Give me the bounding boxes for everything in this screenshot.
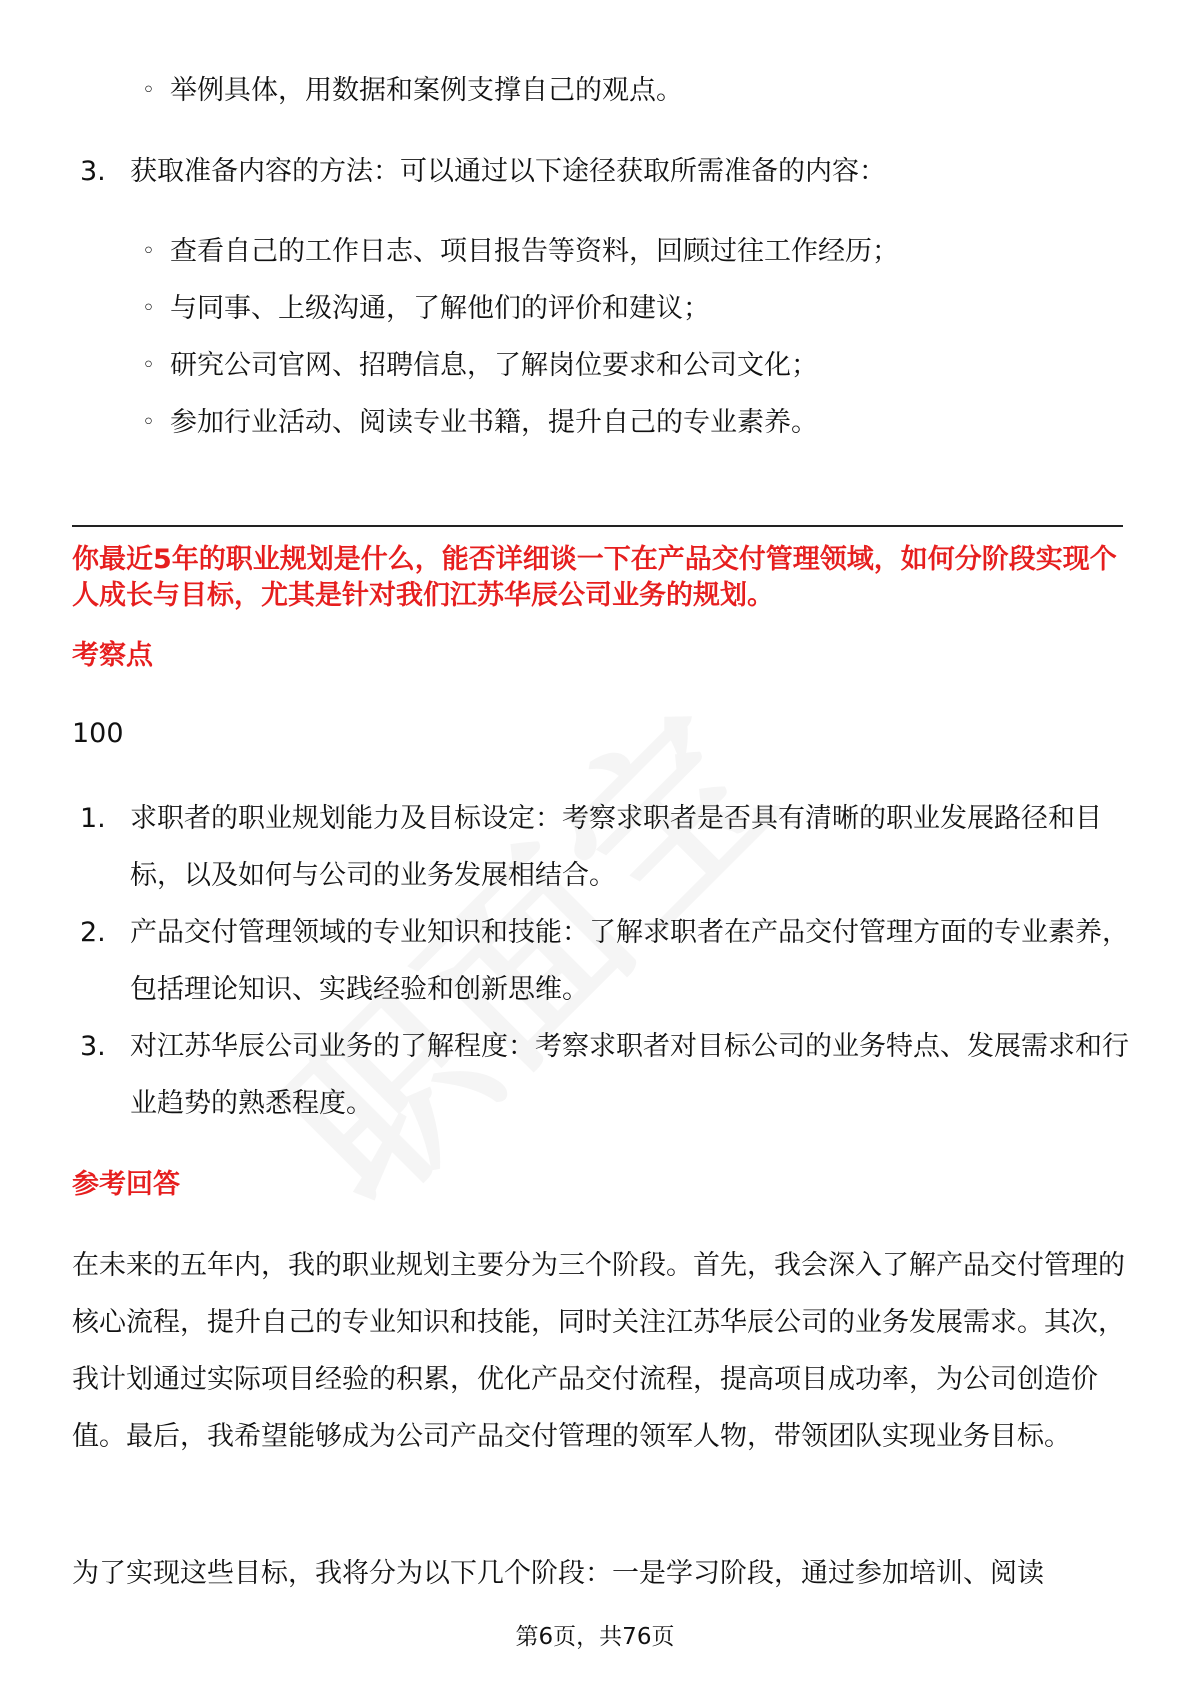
list-item [142,280,899,337]
list-item [142,62,683,119]
section-divider [72,525,1123,527]
list-number: 1. [80,803,106,834]
bullet-icon: ◦ [142,78,155,103]
list-item-text: 研究公司官网、招聘信息，了解岗位要求和公司文化； [170,350,818,381]
bullet-icon: ◦ [142,239,155,264]
bullet-icon: ◦ [142,410,155,435]
list-item [142,337,899,394]
answer-paragraph: 为了实现这些目标，我将分为以下几个阶段：一是学习阶段，通过参加培训、阅读 [72,1558,1044,1589]
question-heading: 你最近5年的职业规划是什么，能否详细谈一下在产品交付管理领域，如何分阶段实现个人成长与目标，尤其是针对我们江苏华辰公司业务的规划。 [72,544,1117,611]
list-number: 2. [80,917,106,948]
exam-points-heading: 考察点 [72,640,153,671]
list-item [80,790,1132,904]
list-item-text: 对江苏华辰公司业务的了解程度：考察求职者对目标公司的业务特点、发展需求和行业趋势的熟悉程度。 [130,1031,1129,1119]
score-value: 100 [72,718,124,749]
bullet-icon: ◦ [142,296,155,321]
list-item [80,904,1132,1018]
list-item [142,223,899,280]
answer-heading: 参考回答 [72,1169,180,1200]
list-number: 3. [80,156,106,187]
list-item [80,1018,1132,1132]
list-item-text: 参加行业活动、阅读专业书籍，提升自己的专业素养。 [170,407,818,438]
list-item-text: 举例具体，用数据和案例支撑自己的观点。 [170,75,683,106]
method-item [80,143,1180,200]
top-sub-list [142,62,683,119]
list-item-text: 与同事、上级沟通，了解他们的评价和建议； [170,293,710,324]
list-item-text: 求职者的职业规划能力及目标设定：考察求职者是否具有清晰的职业发展路径和目标，以及如何与公司的业务发展相结合。 [130,803,1102,891]
exam-points-list [80,790,1132,1132]
answer-paragraph: 在未来的五年内，我的职业规划主要分为三个阶段。首先，我会深入了解产品交付管理的核心流程，提升自己的专业知识和技能，同时关注江苏华辰公司的业务发展需求。其次，我计划通过实际项目经验的积累，优化产品交付流程，提高项目成功率，为公司创造价值。最后，我希望能够成为公司产品交付管理的领军人物，带领团队实现业务目标。 [72,1250,1125,1452]
bullet-icon: ◦ [142,353,155,378]
method-sub-list [142,223,899,451]
list-item-text: 产品交付管理领域的专业知识和技能：了解求职者在产品交付管理方面的专业素养，包括理论知识、实践经验和创新思维。 [130,917,1129,1005]
list-number: 3. [80,1031,106,1062]
page-footer: 第6页，共76页 [515,1624,675,1650]
list-item-text: 查看自己的工作日志、项目报告等资料，回顾过往工作经历； [170,236,899,267]
list-item [142,394,899,451]
list-item-text: 获取准备内容的方法：可以通过以下途径获取所需准备的内容： [130,156,886,187]
